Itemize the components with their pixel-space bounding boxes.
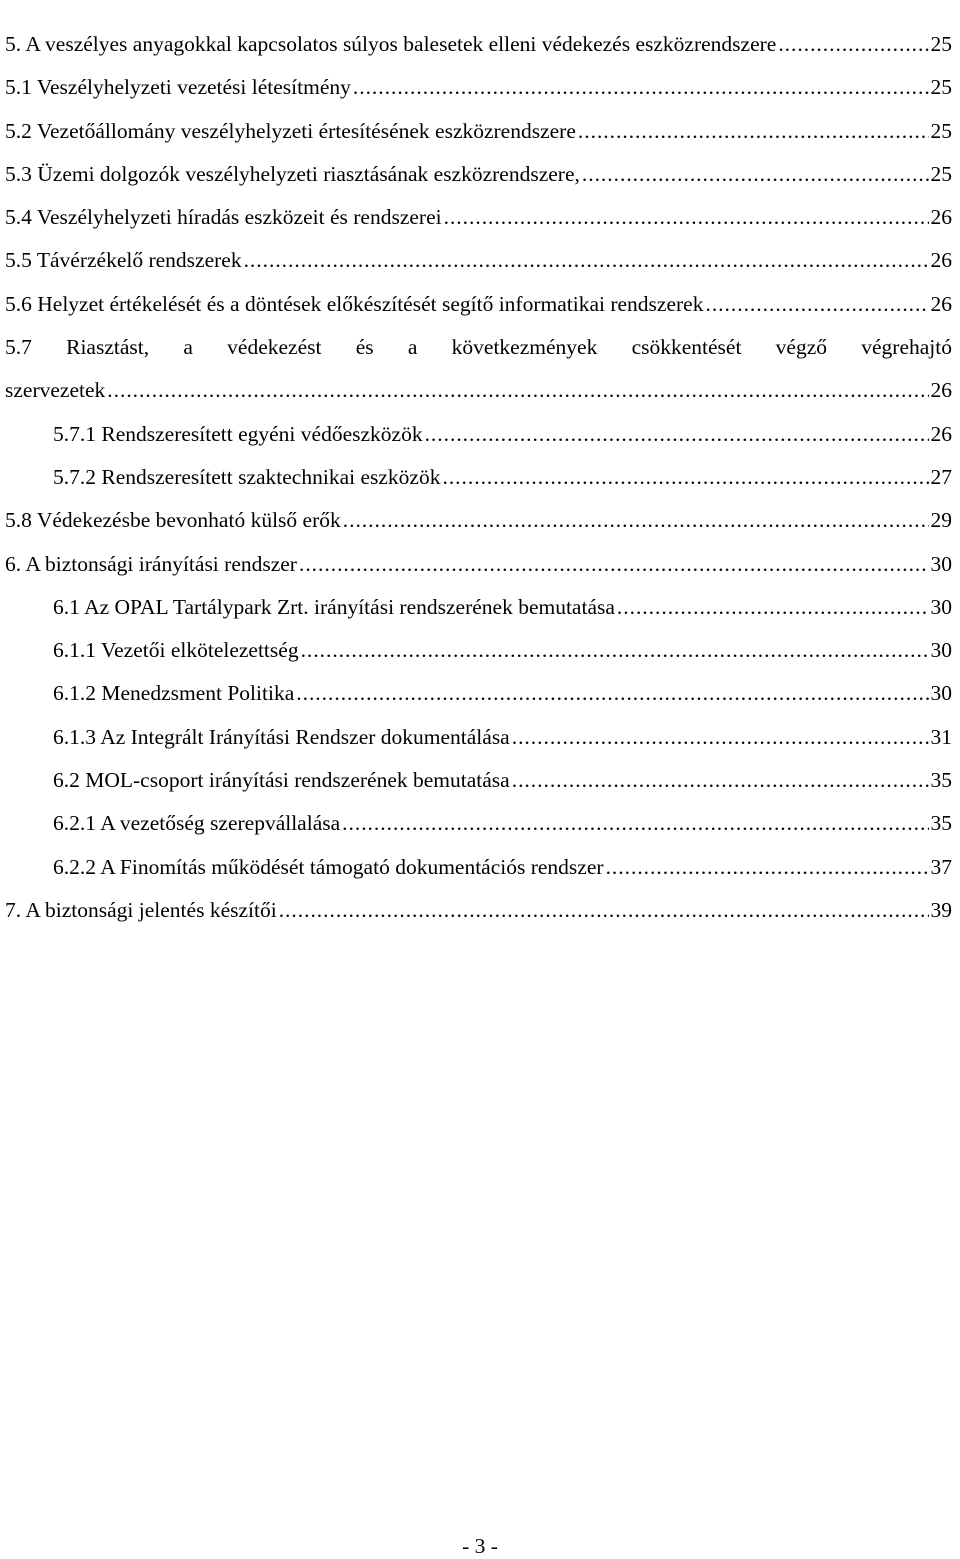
toc-entry-title: 5.4 Veszélyhelyzeti híradás eszközeit és rendszerei <box>5 205 442 230</box>
toc-dot-leader <box>705 283 928 326</box>
toc-entry[interactable] <box>0 889 960 932</box>
toc-entry-title: 6.1.3 Az Integrált Irányítási Rendszer dokumentálása <box>53 724 510 749</box>
toc-entry-title: 6.2 MOL-csoport irányítási rendszerének bemutatása <box>53 768 510 793</box>
toc-entry[interactable] <box>0 759 960 802</box>
toc-entry-title: 5.3 Üzemi dolgozók veszélyhelyzeti riasztásának eszközrendszere, <box>5 161 580 186</box>
toc-entry-title: 6.1 Az OPAL Tartálypark Zrt. irányítási rendszerének bemutatása <box>53 594 615 619</box>
toc-entry[interactable] <box>0 23 960 66</box>
toc-entry-title: szervezetek <box>5 378 106 403</box>
toc-entry-page: 25 <box>930 75 952 100</box>
toc-entry-page: 35 <box>930 811 952 836</box>
toc-entry-page: 26 <box>930 291 952 316</box>
toc-entry[interactable] <box>0 846 960 889</box>
toc-dot-leader <box>425 413 929 456</box>
toc-entry-title: 5. A veszélyes anyagokkal kapcsolatos súlyos balesetek elleni védekezés eszközrendszere <box>5 32 777 56</box>
toc-entry-page: 30 <box>930 638 952 663</box>
toc-entry-title: 5.7.1 Rendszeresített egyéni védőeszközök <box>53 421 423 446</box>
toc-dot-leader <box>296 672 928 715</box>
toc-dot-leader <box>279 889 929 932</box>
toc-entry[interactable] <box>0 326 960 369</box>
toc-entry-page: 26 <box>930 248 952 273</box>
toc-entry[interactable] <box>0 586 960 629</box>
toc-entry-title: 6.1.1 Vezetői elkötelezettség <box>53 638 299 663</box>
toc-dot-leader <box>606 846 929 889</box>
toc-entry-page: 26 <box>930 421 952 446</box>
toc-entry-title: 6.2.1 A vezetőség szerepvállalása <box>53 811 341 836</box>
toc-entry-title: 5.2 Vezetőállomány veszélyhelyzeti értesítésének eszközrendszere <box>5 118 576 143</box>
toc-dot-leader <box>512 759 929 802</box>
toc-entry[interactable] <box>0 239 960 282</box>
toc-entry-title: 6.1.2 Menedzsment Politika <box>53 681 295 706</box>
toc-dot-leader <box>578 110 929 153</box>
toc-entry[interactable] <box>0 716 960 759</box>
toc-dot-leader <box>442 456 928 499</box>
table-of-contents <box>0 23 960 932</box>
page-number: - 3 - <box>462 1534 498 1558</box>
toc-entry[interactable] <box>0 153 960 196</box>
toc-entry-page: 39 <box>930 897 952 922</box>
toc-dot-leader <box>582 153 929 196</box>
toc-entry-page: 30 <box>930 551 952 576</box>
toc-entry[interactable] <box>0 802 960 845</box>
toc-entry[interactable] <box>0 283 960 326</box>
toc-entry-page: 37 <box>930 854 952 879</box>
toc-entry[interactable] <box>0 413 960 456</box>
toc-dot-leader <box>244 239 929 282</box>
toc-entry-page: 30 <box>930 594 952 619</box>
toc-entry-page: 30 <box>930 681 952 706</box>
toc-entry-page: 26 <box>930 378 952 403</box>
toc-entry[interactable] <box>0 672 960 715</box>
toc-dot-leader <box>299 543 929 586</box>
toc-dot-leader <box>512 716 929 759</box>
toc-dot-leader <box>342 802 928 845</box>
toc-dot-leader <box>301 629 929 672</box>
toc-entry-title: 6.2.2 A Finomítás működését támogató dokumentációs rendszer <box>53 854 604 879</box>
toc-entry-page: 25 <box>930 32 952 56</box>
toc-entry[interactable] <box>0 110 960 153</box>
toc-entry-page: 29 <box>930 508 952 533</box>
toc-dot-leader <box>107 369 928 412</box>
toc-entry-page: 27 <box>930 464 952 489</box>
toc-entry[interactable] <box>0 543 960 586</box>
toc-entry-page: 35 <box>930 768 952 793</box>
toc-entry-title: 7. A biztonsági jelentés készítői <box>5 897 277 922</box>
toc-entry-page: 26 <box>930 205 952 230</box>
toc-dot-leader <box>617 586 929 629</box>
toc-entry-page: 31 <box>930 724 952 749</box>
toc-entry-title: 5.8 Védekezésbe bevonható külső erők <box>5 508 341 533</box>
toc-entry[interactable] <box>0 499 960 542</box>
toc-entry[interactable] <box>0 66 960 109</box>
toc-entry-title: 5.1 Veszélyhelyzeti vezetési létesítmény <box>5 75 351 100</box>
toc-entry-title: 5.7 Riasztást, a védekezést és a következmények csökkentését végző végrehajtó <box>5 335 952 360</box>
toc-dot-leader <box>343 499 929 542</box>
toc-dot-leader <box>778 23 928 66</box>
toc-entry-page: 25 <box>930 118 952 143</box>
toc-entry-title: 6. A biztonsági irányítási rendszer <box>5 551 297 576</box>
toc-entry-title: 5.7.2 Rendszeresített szaktechnikai eszközök <box>53 464 441 489</box>
toc-entry-page: 25 <box>930 161 952 186</box>
toc-entry-title: 5.6 Helyzet értékelését és a döntések előkészítését segítő informatikai rendszerek <box>5 291 704 316</box>
toc-dot-leader <box>444 196 929 239</box>
toc-entry[interactable] <box>0 629 960 672</box>
toc-entry[interactable] <box>0 196 960 239</box>
toc-entry[interactable] <box>0 456 960 499</box>
toc-entry-title: 5.5 Távérzékelő rendszerek <box>5 248 242 273</box>
toc-entry[interactable] <box>0 369 960 412</box>
toc-dot-leader <box>353 66 929 109</box>
